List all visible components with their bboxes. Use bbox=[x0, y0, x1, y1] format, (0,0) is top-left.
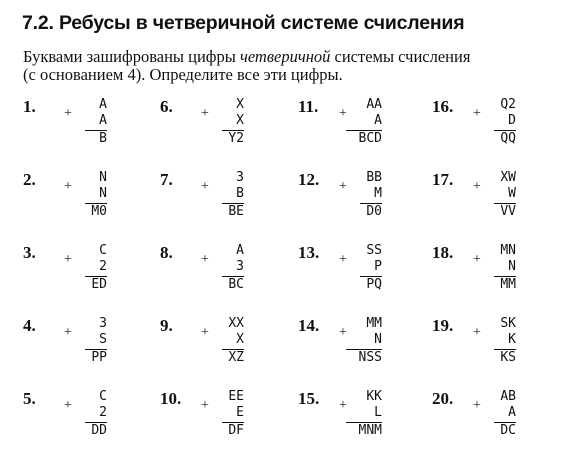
sum-result: BCD bbox=[358, 131, 382, 146]
first-addend: SS bbox=[366, 243, 382, 258]
rebus-problem bbox=[160, 389, 290, 449]
problem-number: 4. bbox=[23, 316, 36, 335]
problem-number: 10. bbox=[160, 389, 182, 408]
plus-sign: + bbox=[339, 252, 347, 267]
sum-result: VV bbox=[500, 204, 516, 219]
first-addend: N bbox=[99, 170, 107, 185]
plus-sign: + bbox=[201, 179, 209, 194]
second-addend: P bbox=[374, 259, 382, 274]
sum-result: MNM bbox=[358, 423, 382, 438]
problem-number: 8. bbox=[160, 243, 173, 262]
plus-sign: + bbox=[339, 325, 347, 340]
second-addend: X bbox=[236, 113, 244, 128]
plus-sign: + bbox=[64, 106, 72, 121]
first-addend: X bbox=[236, 97, 244, 112]
rebus-problem bbox=[298, 97, 428, 157]
plus-sign: + bbox=[473, 252, 481, 267]
plus-sign: + bbox=[473, 179, 481, 194]
sum-result: DC bbox=[500, 423, 516, 438]
problem-number: 15. bbox=[298, 389, 320, 408]
sum-result: M0 bbox=[91, 204, 107, 219]
second-addend: 2 bbox=[99, 259, 107, 274]
problem-number: 14. bbox=[298, 316, 320, 335]
problem-number: 9. bbox=[160, 316, 173, 335]
plus-sign: + bbox=[201, 106, 209, 121]
rebus-problem bbox=[432, 243, 562, 303]
first-addend: C bbox=[99, 389, 107, 404]
problem-number: 1. bbox=[23, 97, 36, 116]
plus-sign: + bbox=[473, 325, 481, 340]
plus-sign: + bbox=[339, 179, 347, 194]
section-title: 7.2. Ребусы в четверичной системе счисления bbox=[22, 12, 465, 34]
instruction-text bbox=[23, 48, 470, 84]
problem-number: 6. bbox=[160, 97, 173, 116]
sum-result: QQ bbox=[500, 131, 516, 146]
first-addend: AA bbox=[366, 97, 382, 112]
first-addend: XX bbox=[228, 316, 244, 331]
rebus-problem bbox=[23, 97, 153, 157]
problem-number: 3. bbox=[23, 243, 36, 262]
sum-result: DD bbox=[91, 423, 107, 438]
second-addend: E bbox=[236, 405, 244, 420]
second-addend: X bbox=[236, 332, 244, 347]
rebus-problem bbox=[432, 97, 562, 157]
plus-sign: + bbox=[339, 106, 347, 121]
instruction-line-2: (с основанием 4). Определите все эти цифры. bbox=[23, 65, 343, 84]
second-addend: 3 bbox=[236, 259, 244, 274]
problem-number: 18. bbox=[432, 243, 454, 262]
problem-number: 2. bbox=[23, 170, 36, 189]
rebus-problem bbox=[160, 316, 290, 376]
second-addend: A bbox=[508, 405, 516, 420]
plus-sign: + bbox=[64, 325, 72, 340]
rebus-problem bbox=[298, 389, 428, 449]
first-addend: 3 bbox=[236, 170, 244, 185]
sum-result: PQ bbox=[366, 277, 382, 292]
second-addend: N bbox=[99, 186, 107, 201]
first-addend: EE bbox=[228, 389, 244, 404]
rebus-problem bbox=[298, 316, 428, 376]
first-addend: BB bbox=[366, 170, 382, 185]
plus-sign: + bbox=[339, 398, 347, 413]
rebus-problem bbox=[432, 389, 562, 449]
plus-sign: + bbox=[201, 252, 209, 267]
first-addend: MM bbox=[366, 316, 382, 331]
plus-sign: + bbox=[473, 398, 481, 413]
second-addend: S bbox=[99, 332, 107, 347]
second-addend: A bbox=[374, 113, 382, 128]
first-addend: KK bbox=[366, 389, 382, 404]
instruction-line-1 bbox=[23, 48, 470, 66]
plus-sign: + bbox=[201, 398, 209, 413]
problem-number: 19. bbox=[432, 316, 454, 335]
instruction-line-1-end: системы счисления bbox=[330, 47, 471, 66]
sum-result: KS bbox=[500, 350, 516, 365]
sum-result: DF bbox=[228, 423, 244, 438]
sum-result: B bbox=[99, 131, 107, 146]
plus-sign: + bbox=[473, 106, 481, 121]
second-addend: L bbox=[374, 405, 382, 420]
plus-sign: + bbox=[64, 252, 72, 267]
rebus-problem bbox=[23, 243, 153, 303]
sum-result: D0 bbox=[366, 204, 382, 219]
sum-result: ED bbox=[91, 277, 107, 292]
rebus-problem bbox=[160, 97, 290, 157]
rebus-problem bbox=[23, 316, 153, 376]
problem-number: 7. bbox=[160, 170, 173, 189]
sum-result: Y2 bbox=[228, 131, 244, 146]
second-addend: N bbox=[508, 259, 516, 274]
first-addend: 3 bbox=[99, 316, 107, 331]
rebus-problem bbox=[160, 243, 290, 303]
first-addend: Q2 bbox=[500, 97, 516, 112]
rebus-problem bbox=[298, 170, 428, 230]
rebus-problem bbox=[432, 170, 562, 230]
problem-number: 17. bbox=[432, 170, 454, 189]
rebus-problem bbox=[298, 243, 428, 303]
second-addend: B bbox=[236, 186, 244, 201]
sum-result: NSS bbox=[358, 350, 382, 365]
instruction-italic-word: четверичной bbox=[239, 47, 331, 66]
problem-number: 16. bbox=[432, 97, 454, 116]
plus-sign: + bbox=[64, 179, 72, 194]
first-addend: SK bbox=[500, 316, 516, 331]
sum-result: MM bbox=[500, 277, 516, 292]
instruction-line-1-start: Буквами зашифрованы цифры bbox=[23, 47, 240, 66]
problem-number: 11. bbox=[298, 97, 319, 116]
rebus-problem bbox=[23, 389, 153, 449]
sum-result: XZ bbox=[228, 350, 244, 365]
first-addend: A bbox=[99, 97, 107, 112]
sum-result: BE bbox=[228, 204, 244, 219]
rebus-problem bbox=[432, 316, 562, 376]
second-addend: N bbox=[374, 332, 382, 347]
problem-number: 20. bbox=[432, 389, 454, 408]
second-addend: 2 bbox=[99, 405, 107, 420]
sum-result: PP bbox=[91, 350, 107, 365]
first-addend: AB bbox=[500, 389, 516, 404]
rebus-problem bbox=[160, 170, 290, 230]
second-addend: W bbox=[508, 186, 516, 201]
first-addend: XW bbox=[500, 170, 516, 185]
problem-number: 12. bbox=[298, 170, 320, 189]
second-addend: K bbox=[508, 332, 516, 347]
problem-number: 13. bbox=[298, 243, 320, 262]
first-addend: MN bbox=[500, 243, 516, 258]
second-addend: A bbox=[99, 113, 107, 128]
second-addend: D bbox=[508, 113, 516, 128]
problem-number: 5. bbox=[23, 389, 36, 408]
sum-result: BC bbox=[228, 277, 244, 292]
second-addend: M bbox=[374, 186, 382, 201]
plus-sign: + bbox=[201, 325, 209, 340]
rebus-problem bbox=[23, 170, 153, 230]
first-addend: C bbox=[99, 243, 107, 258]
first-addend: A bbox=[236, 243, 244, 258]
plus-sign: + bbox=[64, 398, 72, 413]
